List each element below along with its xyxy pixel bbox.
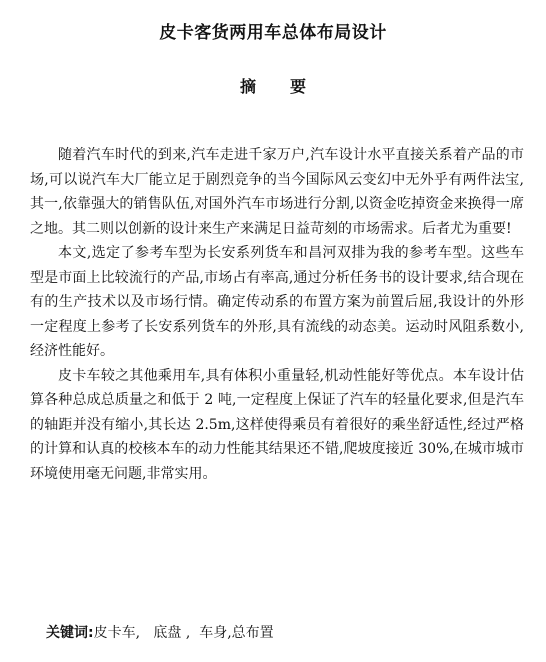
keywords-label: 关键词: (46, 625, 94, 641)
keywords-text: 皮卡车, 底盘 , 车身,总布置 (93, 625, 274, 641)
document-title: 皮卡客货两用车总体布局设计 (159, 23, 387, 43)
abstract-paragraph-3: 皮卡车较之其他乘用车,具有体积小重量轻,机动性能好等优点。本车设计估算各种总成总质量之和低于 2 吨,一定程度上保证了汽车的轻量化要求,但是汽车的轴距并没有缩小,其长达 2.5m,这样使得乘员有着很好的乘坐舒适性,经过严格的计算和认真的校核本车的动力性能其结果还不错,爬坡度接近 30%,在城市城市环境使用毫无问题,非常实用。 (30, 367, 524, 482)
abstract-body (30, 143, 524, 486)
abstract-paragraph-2: 本文,选定了参考车型为长安系列货车和昌河双排为我的参考车型。这些车型是市面上比较流行的产品,市场占有率高,通过分析任务书的设计要求,结合现在有的生产技术以及市场行情。确定传动系的布置方案为前置后屈,我设计的外形一定程度上参考了长安系列货车的外形,具有流线的动态美。运动时风阻系数小,经济性能好。 (30, 245, 524, 359)
abstract-paragraph-1: 随着汽车时代的到来,汽车走进千家万户,汽车设计水平直接关系着产品的市场,可以说汽车大厂能立足于剧烈竞争的当今国际风云变幻中无外乎有两件法宝,其一,依靠强大的销售队伍,对国外汽车市场进行分割,以资金吃掉资金来换得一席之地。其二则以创新的设计来生产来满足日益苛刻的市场需求。后者尤为重要! (30, 147, 524, 237)
keywords-line (46, 622, 274, 642)
abstract-heading: 摘要 (239, 77, 340, 96)
